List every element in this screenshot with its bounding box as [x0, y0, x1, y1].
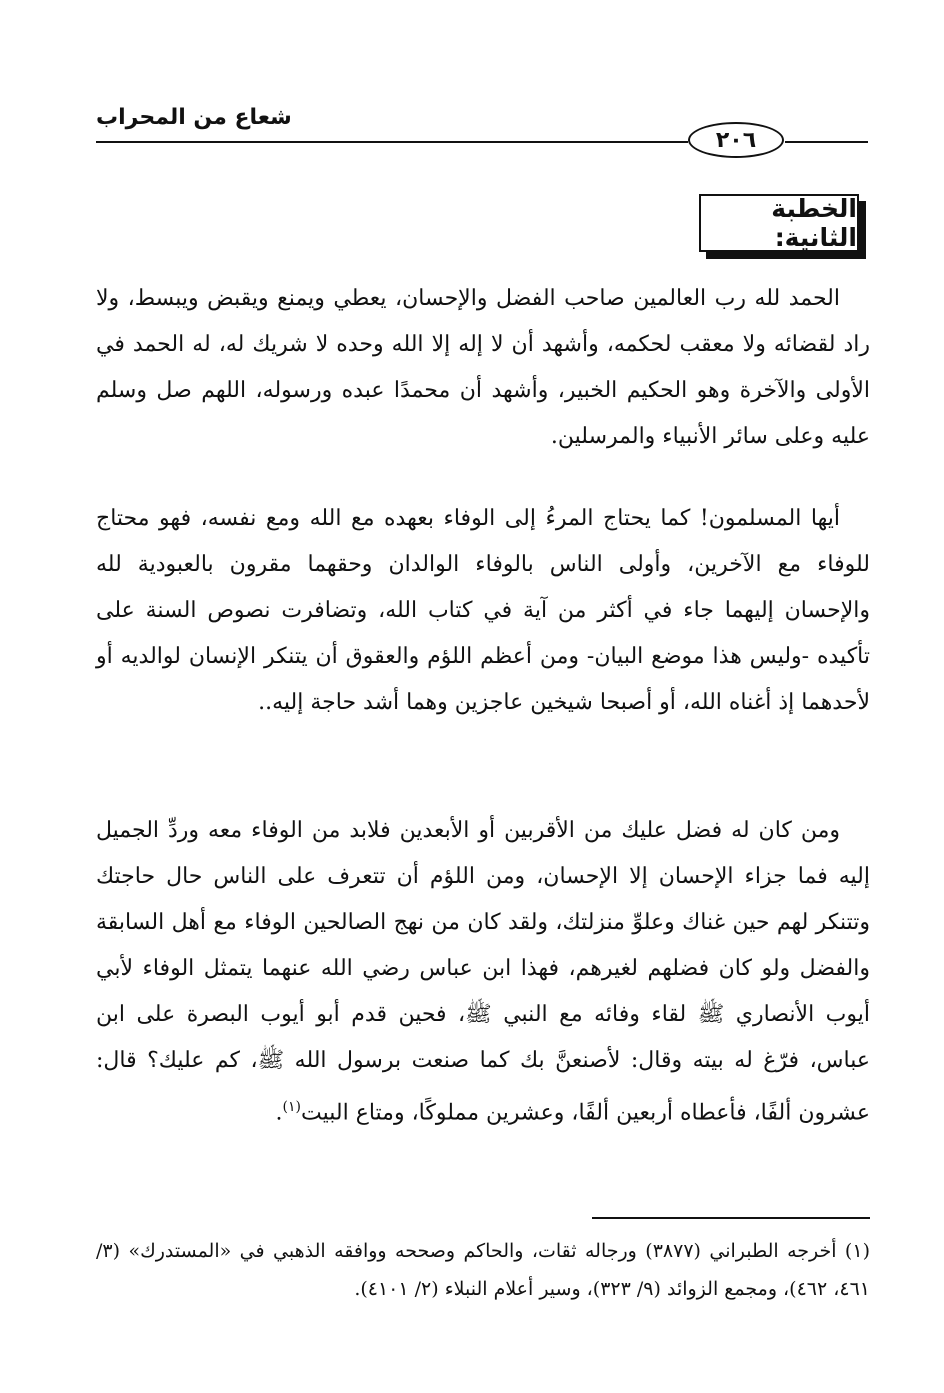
paragraph-praise — [96, 276, 870, 460]
paragraph-text: أيها المسلمون! كما يحتاج المرءُ إلى الوفاء بعهده مع الله ومع نفسه، فهو محتاج للوفاء مع الآخرين، وأولى الناس بالوفاء الوالدان وحقهما مقرون بالعبودية لله والإحسان إليهما جاء في أكثر من آية في كتاب الله، وتضافرت نصوص السنة على تأكيده -وليس هذا موضع البيان- ومن أعظم اللؤم والعقوق أن يتنكر الإنسان لوالديه أو لأحدهما إذ أغناه الله، أو أصبحا شيخين عاجزين وهما أشد حاجة إليه.. — [96, 506, 870, 715]
section-heading: الخطبة الثانية: — [699, 194, 859, 252]
footnote-separator — [592, 1217, 870, 1219]
footnote: (١) أخرجه الطبراني (٣٨٧٧) ورجاله ثقات، والحاكم وصححه ووافقه الذهبي في «المستدرك» (٣/ ٤٦١، ٤٦٢)، ومجمع الزوائد (٩/ ٣٢٣)، وسير أعلام النبلاء (٢/ ٤١٠١). — [96, 1240, 870, 1300]
header-rule — [96, 141, 688, 143]
page-header — [0, 0, 944, 160]
header-rule-right — [785, 141, 868, 143]
page-number: ٢٠٦ — [688, 122, 784, 158]
paragraph-text: ومن كان له فضل عليك من الأقربين أو الأبعدين فلابد من الوفاء معه وردِّ الجميل إليه فما جزاء الإحسان إلا الإحسان، ومن اللؤم أن تتعرف على الناس حال حاجتك وتتنكر لهم حين غناك وعلوِّ منزلتك، ولقد كان من نهج الصالحين الوفاء مع أهل السابقة والفضل ولو كان فضلهم لغيرهم، فهذا ابن عباس رضي الله عنهما يتمثل الوفاء لأبي أيوب الأنصاري ﷺ لقاء وفائه مع النبي ﷺ، فحين قدم أبو أيوب البصرة على ابن عباس، فرّغ له بيته وقال: لأصنعنَّ بك كما صنعت برسول الله ﷺ، كم عليك؟ قال: عشرون ألفًا، فأعطاه أربعين ألفًا، وعشرين مملوكًا، ومتاع البيت — [96, 818, 870, 1126]
running-title: شعاع من المحراب — [96, 105, 292, 130]
footnote-marker: (١) — [282, 1099, 302, 1115]
paragraph-text: الحمد لله رب العالمين صاحب الفضل والإحسان، يعطي ويمنع ويقبض ويبسط، ولا راد لقضائه ولا معقب لحكمه، وأشهد أن لا إله إلا الله وحده لا شريك له، له الحمد في الأولى والآخرة وهو الحكيم الخبير، وأشهد أن محمدًا عبده ورسوله، اللهم صل وسلم عليه وعلى سائر الأنبياء والمرسلين. — [96, 286, 870, 449]
paragraph-example: ومن كان له فضل عليك من الأقربين أو الأبعدين فلابد من الوفاء معه وردِّ الجميل إليه فما جزاء الإحسان إلا الإحسان، ومن اللؤم أن تتعرف على الناس حال حاجتك وتتنكر لهم حين غناك وعلوِّ منزلتك، ولقد كان من نهج الصالحين الوفاء مع أهل السابقة والفضل ولو كان فضلهم لغيرهم، فهذا ابن عباس رضي الله عنهما يتمثل الوفاء لأبي أيوب الأنصاري ﷺ لقاء وفائه مع النبي ﷺ، فحين قدم أبو أيوب البصرة على ابن عباس، فرّغ له بيته وقال: لأصنعنَّ بك كما صنعت برسول الله ﷺ، كم عليك؟ قال: عشرون ألفًا، فأعطاه أربعين ألفًا، وعشرين مملوكًا، ومتاع البيت$^{(١)}$. — [96, 818, 870, 1126]
paragraph-loyalty — [96, 496, 870, 726]
